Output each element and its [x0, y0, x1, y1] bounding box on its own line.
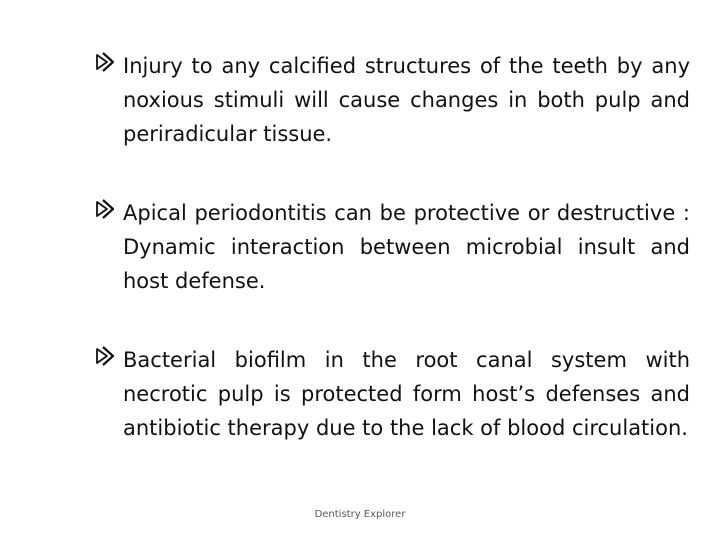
arrow-bullet-icon — [96, 346, 114, 366]
bullet-text: Injury to any calcified structures of the teeth by any noxious stimuli will cause changes in both pulp and periradicular tissue. — [123, 54, 690, 146]
bullet-item — [96, 49, 690, 151]
footer-text: Dentistry Explorer — [314, 509, 406, 520]
bullet-text: Apical periodontitis can be protective or destructive : Dynamic interaction between microbial insult and host defense. — [123, 201, 690, 293]
arrow-bullet-icon — [96, 199, 114, 219]
bullet-item — [96, 343, 690, 445]
bullet-item — [96, 196, 690, 298]
bullet-text: Bacterial biofilm in the root canal system with necrotic pulp is protected form host’s defenses and antibiotic therapy due to the lack of blood circulation. — [123, 348, 690, 440]
arrow-bullet-icon — [96, 52, 114, 72]
